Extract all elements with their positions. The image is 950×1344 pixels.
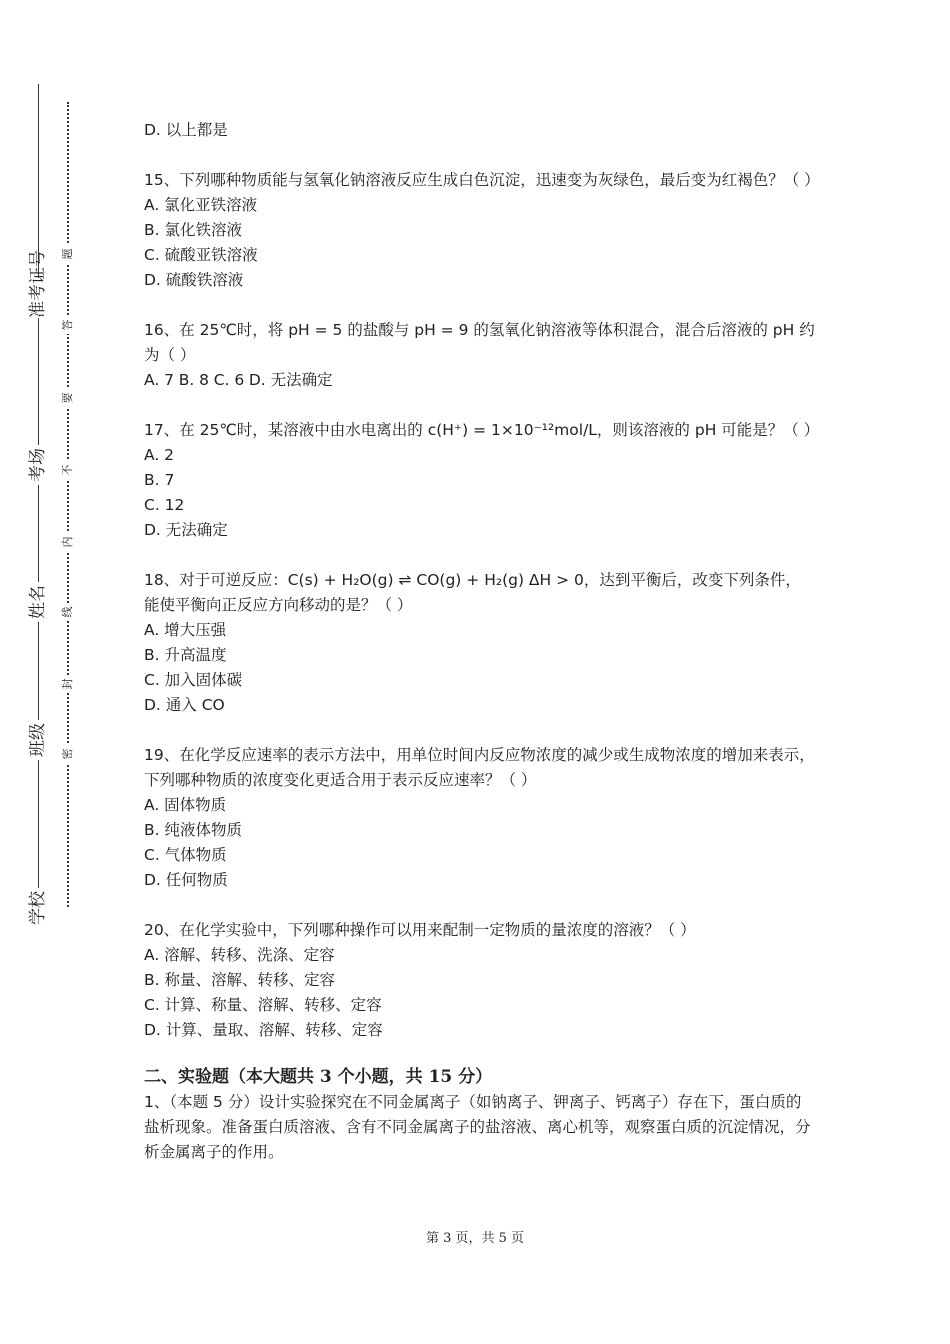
option-c: C. 硫酸亚铁溶液 xyxy=(144,246,258,264)
experiment-question-1 xyxy=(144,1090,816,1165)
options-inline xyxy=(144,368,816,393)
question-20 xyxy=(144,918,816,1043)
option-b: B. 称量、溶解、转移、定容 xyxy=(144,971,335,989)
field-label-name: 姓名 xyxy=(28,582,48,622)
option-b: B. 升高温度 xyxy=(144,646,227,664)
field-label-class: 班级 xyxy=(28,720,48,760)
question-19 xyxy=(144,743,816,893)
binding-margin xyxy=(0,0,110,1344)
option-a: A. 增大压强 xyxy=(144,621,227,639)
option-a: A. 固体物质 xyxy=(144,796,227,814)
question-18 xyxy=(144,568,816,718)
question-stem: 20、在化学实验中，下列哪种操作可以用来配制一定物质的量浓度的溶液？（ ） xyxy=(144,921,696,939)
binding-solid-line xyxy=(38,84,39,922)
seal-char: 题 xyxy=(61,245,75,263)
option-d: D. 通入 CO xyxy=(144,696,225,714)
seal-char: 封 xyxy=(61,675,75,693)
option-d: D. 硫酸铁溶液 xyxy=(144,271,244,289)
seal-char: 要 xyxy=(61,389,75,407)
field-label-exam-number: 准考证号 xyxy=(28,250,48,318)
question-17 xyxy=(144,418,820,543)
option-a: A. 2 xyxy=(144,446,175,464)
page-footer: 第 3 页，共 5 页 xyxy=(425,1231,525,1246)
question-stem: 17、在 25℃时，某溶液中由水电离出的 c(H⁺) = 1×10⁻¹²mol/L，则该溶液的 pH 可能是？（ ） xyxy=(144,421,820,439)
option-a: A. 氯化亚铁溶液 xyxy=(144,196,258,214)
seal-char: 内 xyxy=(61,533,75,551)
question-stem: 16、在 25℃时，将 pH = 5 的盐酸与 pH = 9 的氢氧化钠溶液等体积混合，混合后溶液的 pH 约为（ ） xyxy=(144,321,815,364)
experiment-text: 1、（本题 5 分）设计实验探究在不同金属离子（如钠离子、钾离子、钙离子）存在下，蛋白质的盐析现象。准备蛋白质溶液、含有不同金属离子的盐溶液、离心机等，观察蛋白质的沉淀情况，分析金属离子的作用。 xyxy=(144,1093,811,1161)
question-stem: 19、在化学反应速率的表示方法中，用单位时间内反应物浓度的减少或生成物浓度的增加来表示，下列哪种物质的浓度变化更适合用于表示反应速率？（ ） xyxy=(144,746,815,789)
option-c: C. 加入固体碳 xyxy=(144,671,243,689)
option-d: D. 无法确定 xyxy=(248,371,333,389)
question-stem: 18、对于可逆反应：C(s) + H₂O(g) ⇌ CO(g) + H₂(g) ΔH > 0，达到平衡后，改变下列条件，能使平衡向正反应方向移动的是？（ ） xyxy=(144,571,801,614)
binding-dotted-line xyxy=(67,102,69,907)
option-b: B. 7 xyxy=(144,471,175,489)
seal-char: 密 xyxy=(61,745,75,763)
question-stem: 15、下列哪种物质能与氢氧化钠溶液反应生成白色沉淀，迅速变为灰绿色，最后变为红褐色？（ ） xyxy=(144,171,820,189)
question-fragment xyxy=(144,118,816,143)
option-d: D. 任何物质 xyxy=(144,871,228,889)
option-d: D. 计算、量取、溶解、转移、定容 xyxy=(144,1021,383,1039)
option-b: B. 8 xyxy=(178,371,210,389)
question-16 xyxy=(144,318,816,393)
option-c: C. 计算、称量、溶解、转移、定容 xyxy=(144,996,382,1014)
option-a: A. 7 xyxy=(144,371,175,389)
seal-char: 答 xyxy=(61,316,75,334)
field-label-school: 学校 xyxy=(28,888,48,928)
seal-char: 不 xyxy=(61,461,75,479)
option-c: C. 6 xyxy=(213,371,245,389)
question-15 xyxy=(144,168,820,293)
page-content xyxy=(144,118,820,1165)
option-c: C. 12 xyxy=(144,496,185,514)
section-title: 二、实验题（本大题共 3 个小题，共 15 分） xyxy=(144,1067,493,1087)
option-line: D. 以上都是 xyxy=(144,121,228,139)
seal-char: 线 xyxy=(61,603,75,621)
field-label-exam-room: 考场 xyxy=(28,445,48,485)
option-a: A. 溶解、转移、洗涤、定容 xyxy=(144,946,335,964)
option-c: C. 气体物质 xyxy=(144,846,227,864)
option-b: B. 氯化铁溶液 xyxy=(144,221,242,239)
option-d: D. 无法确定 xyxy=(144,521,228,539)
option-b: B. 纯液体物质 xyxy=(144,821,242,839)
